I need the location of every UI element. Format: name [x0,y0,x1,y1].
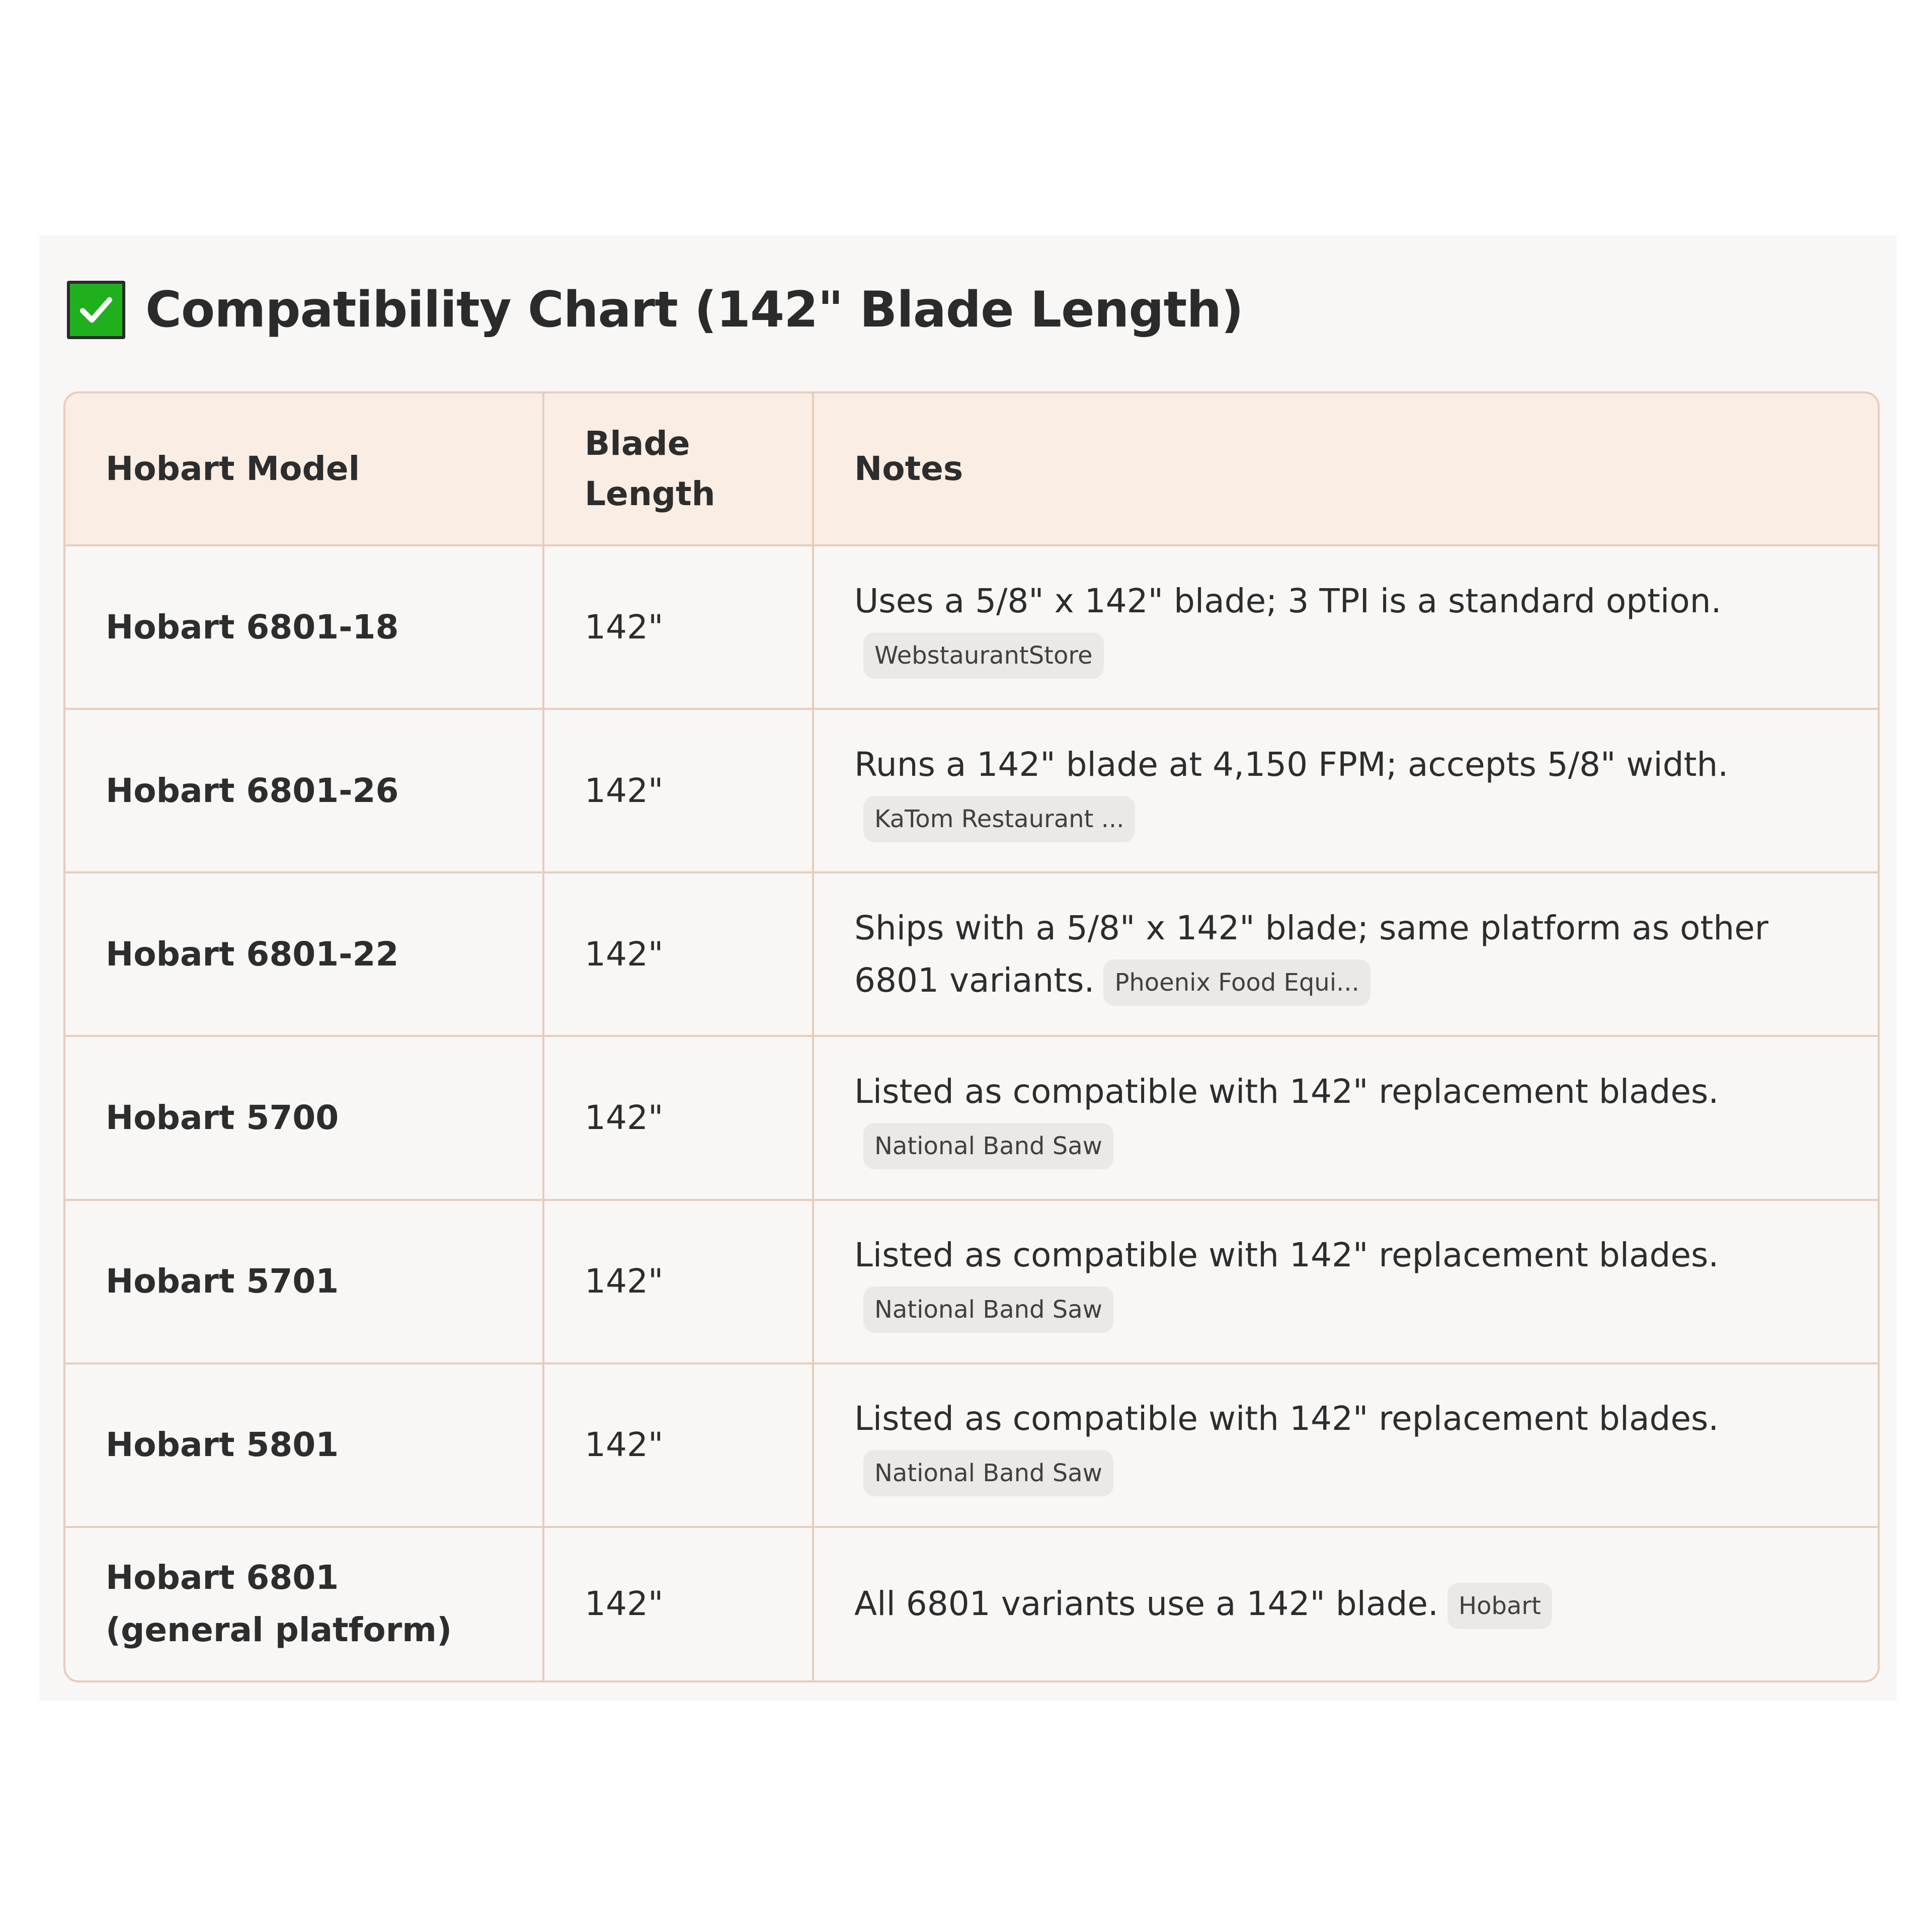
note-text: Ships with a 5/8" x 142" blade; same platform as other 6801 variants. [854,908,1768,1000]
table-row [65,709,1878,872]
source-citation-chip[interactable]: Phoenix Food Equi... [1103,959,1370,1006]
model-cell [65,1527,543,1680]
blade-length-cell: 142" [543,545,813,709]
blade-length-cell: 142" [543,709,813,872]
table-row [65,545,1878,709]
note-text: All 6801 variants use a 142" blade. [854,1584,1438,1624]
model-cell: Hobart 5801 [65,1363,543,1527]
notes-cell [813,1363,1878,1527]
notes-cell [813,709,1878,872]
table-row [65,1036,1878,1199]
notes-cell [813,1036,1878,1199]
section-heading [67,256,1243,364]
note-text: Listed as compatible with 142" replacement blades. [854,1072,1719,1111]
source-citation-chip[interactable]: National Band Saw [863,1286,1113,1333]
notes-cell [813,1200,1878,1363]
compatibility-table [63,391,1880,1682]
note-text: Uses a 5/8" x 142" blade; 3 TPI is a standard option. [854,581,1722,620]
notes-cell [813,872,1878,1036]
blade-length-cell: 142" [543,872,813,1036]
source-citation-chip[interactable]: National Band Saw [863,1450,1113,1496]
model-cell: Hobart 6801-18 [65,545,543,709]
blade-length-cell: 142" [543,1363,813,1527]
notes-cell [813,1527,1878,1680]
model-label: Hobart 6801 (general platform) [106,1558,452,1650]
model-cell: Hobart 6801-22 [65,872,543,1036]
note-text: Listed as compatible with 142" replacement blades. [854,1236,1719,1275]
model-cell: Hobart 5700 [65,1036,543,1199]
section-title: Compatibility Chart (142" Blade Length) [145,281,1243,339]
column-header-model: Hobart Model [65,393,543,545]
source-citation-chip[interactable]: National Band Saw [863,1123,1113,1169]
table-row [65,1200,1878,1363]
content-panel [39,235,1897,1701]
blade-length-cell: 142" [543,1200,813,1363]
table-row [65,872,1878,1036]
source-citation-chip[interactable]: Hobart [1447,1583,1552,1629]
table-row [65,1363,1878,1527]
source-citation-chip[interactable]: KaTom Restaurant ... [863,796,1135,842]
blade-length-cell: 142" [543,1527,813,1680]
notes-cell [813,545,1878,709]
note-text: Listed as compatible with 142" replacement blades. [854,1399,1719,1438]
table-header-row [65,393,1878,545]
column-header-blade-length [543,393,813,545]
source-citation-chip[interactable]: WebstaurantStore [863,632,1104,679]
note-text: Runs a 142" blade at 4,150 FPM; accepts 5/8" width. [854,745,1729,784]
table-row [65,1527,1878,1680]
blade-length-cell: 142" [543,1036,813,1199]
check-mark-button-icon [67,281,125,339]
model-cell: Hobart 5701 [65,1200,543,1363]
column-header-blade-length-label: Blade Length [585,424,715,513]
column-header-notes: Notes [813,393,1878,545]
model-cell: Hobart 6801-26 [65,709,543,872]
